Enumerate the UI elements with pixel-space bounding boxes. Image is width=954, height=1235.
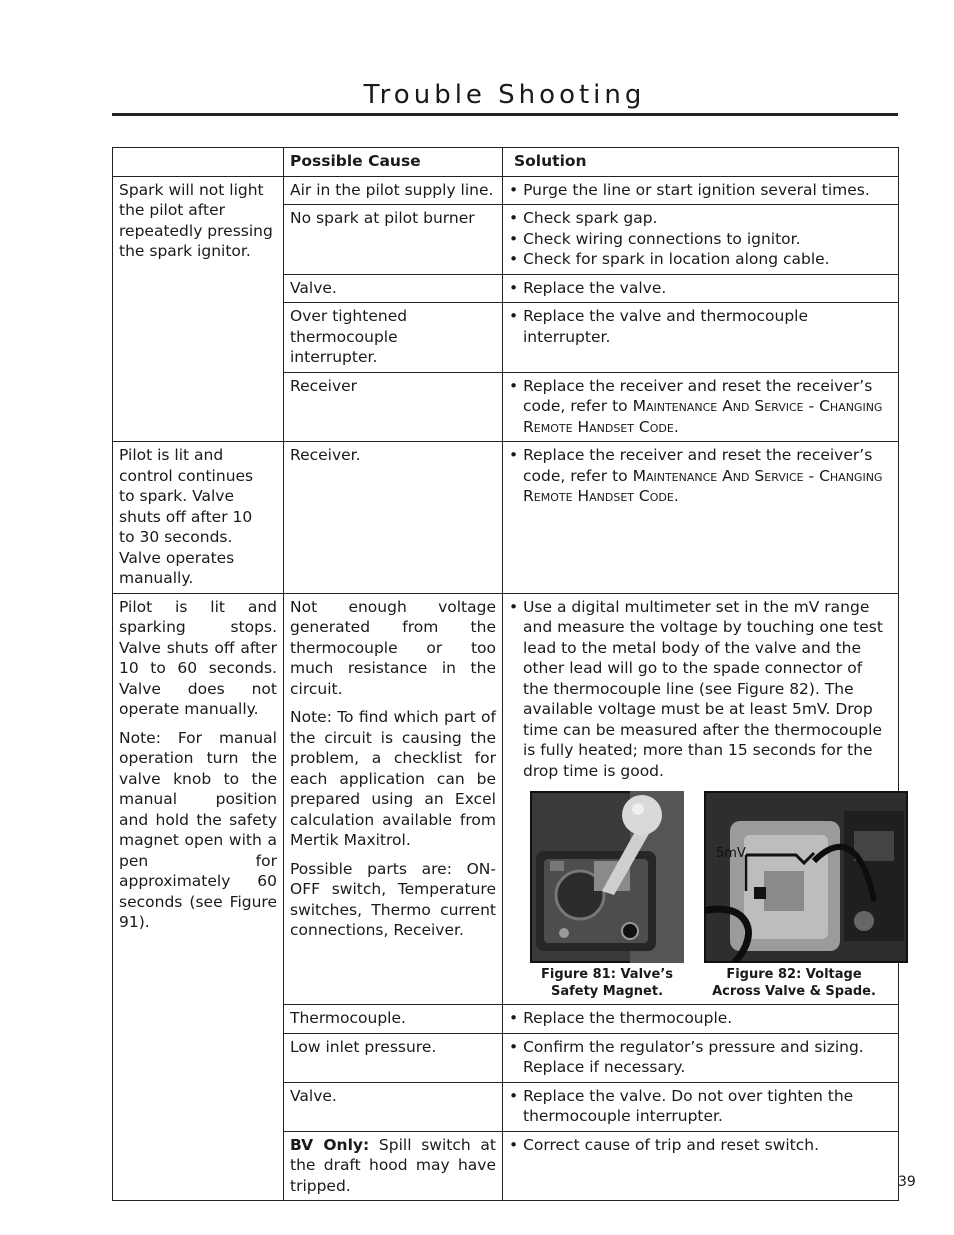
problem-cell: [113, 176, 284, 442]
problem-cell: [113, 442, 284, 594]
solution-cell: [503, 1131, 899, 1201]
cause-cell: [284, 593, 503, 1005]
valve-safety-magnet-photo: [530, 791, 684, 963]
header-solution: Solution: [503, 148, 899, 177]
solution-cell: [503, 176, 899, 205]
cause-cell: BV Only: Spill switch at the draft hood may have tripped.: [284, 1131, 503, 1201]
solution-item: • Check spark gap.: [509, 209, 658, 227]
cause-cell: Receiver: [284, 372, 503, 442]
cause-cell: Valve.: [284, 274, 503, 303]
solution-cell: [503, 1005, 899, 1034]
solution-item: • Use a digital multimeter set in the mV range and measure the voltage by touching one test lead to the metal body of the valve and the other lead will go to the spade connector of the thermocouple line (see Figure 82). The available voltage must be at least 5mV. Drop time can be measured after the thermocouple is fully heated; more than 15 seconds for the drop time is good.: [509, 597, 883, 780]
troubleshooting-table: [112, 147, 899, 1201]
cause-cell: Thermocouple.: [284, 1005, 503, 1034]
solution-cell: [503, 274, 899, 303]
problem-cell: [113, 593, 284, 1201]
solution-item: • Replace the valve. Do not over tighten the thermocouple interrupter.: [509, 1086, 854, 1125]
solution-item: • Replace the valve.: [509, 278, 667, 297]
problem-text: Pilot is lit and control continues to spark. Valve shuts off after 10 to 30 seconds. Valve operates manually.: [119, 446, 254, 587]
cause-cell: Over tightened thermocouple interrupter.: [284, 303, 503, 373]
header-possible-cause: Possible Cause: [284, 148, 503, 177]
figure-82-caption: Figure 82: Voltage Across Valve & Spade.: [712, 967, 876, 999]
solution-cell: [503, 372, 899, 442]
cause-cell: No spark at pilot burner: [284, 205, 503, 275]
table-row: [113, 176, 899, 205]
solution-item: • Replace the thermocouple.: [509, 1009, 733, 1027]
solution-item: • Check wiring connections to ignitor.: [509, 229, 801, 248]
solution-cell: [503, 1082, 899, 1131]
cause-parts: Possible parts are: ON-OFF switch, Temperature switches, Thermo current connections, Receiver.: [290, 859, 496, 939]
multimeter-reading-label: 5mV: [716, 846, 746, 861]
cause-cell: Valve.: [284, 1082, 503, 1131]
table-header-row: [113, 148, 899, 177]
solution-item: • Replace the receiver and reset the receiver’s code, refer to Maintenance And Service - Changing Remote Handset Code.: [509, 376, 883, 436]
solution-item: • Purge the line or start ignition several times.: [509, 180, 870, 199]
section-reference: Maintenance And Service - Changing Remote Handset Code: [523, 466, 883, 505]
header-problem: [113, 148, 284, 177]
figures-row: [509, 791, 892, 1000]
solution-item: • Replace the receiver and reset the receiver’s code, refer to Maintenance And Service - Changing Remote Handset Code.: [509, 446, 883, 505]
cause-text: Not enough voltage generated from the thermocouple or too much resistance in the circuit.: [290, 597, 496, 698]
page-title: Trouble Shooting: [363, 80, 646, 110]
problem-note: Note: For manual operation turn the valve knob to the manual position and hold the safety magnet open with a pen for approximately 60 seconds (see Figure 91).: [119, 728, 277, 931]
table-row: [113, 593, 899, 1005]
problem-text: Pilot is lit and sparking stops. Valve shuts off after 10 to 60 seconds. Valve does not operate manually.: [119, 597, 277, 718]
figure-81-caption: Figure 81: Valve’s Safety Magnet.: [540, 967, 673, 999]
cause-cell: Receiver.: [284, 442, 503, 594]
cause-note: Note: To find which part of the circuit is causing the problem, a checklist for each application can be prepared using an Excel calculation available from Mertik Maxitrol.: [290, 708, 496, 849]
solution-cell: [503, 593, 899, 1005]
figure-81: [517, 791, 697, 1000]
title-rule: [112, 113, 898, 116]
cause-bold-label: BV Only:: [290, 1135, 370, 1154]
section-reference: Maintenance And Service - Changing Remote Handset Code: [523, 397, 883, 436]
table-row: [113, 442, 899, 594]
solution-cell: [503, 442, 899, 594]
voltage-across-valve-spade-photo: [704, 791, 908, 963]
solution-cell: [503, 1033, 899, 1082]
figure-82: [704, 791, 884, 1000]
solution-item: • Replace the valve and thermocouple interrupter.: [509, 307, 809, 346]
cause-cell: Low inlet pressure.: [284, 1033, 503, 1082]
solution-cell: [503, 205, 899, 275]
problem-text: Spark will not light the pilot after repeatedly pressing the spark ignitor.: [119, 180, 273, 260]
cause-cell: Air in the pilot supply line.: [284, 176, 503, 205]
solution-item: • Check for spark in location along cable.: [509, 250, 830, 268]
page-number: 39: [898, 1174, 916, 1190]
solution-cell: [503, 303, 899, 373]
solution-item: • Correct cause of trip and reset switch.: [509, 1135, 820, 1154]
solution-item: • Confirm the regulator’s pressure and sizing. Replace if necessary.: [509, 1037, 864, 1076]
